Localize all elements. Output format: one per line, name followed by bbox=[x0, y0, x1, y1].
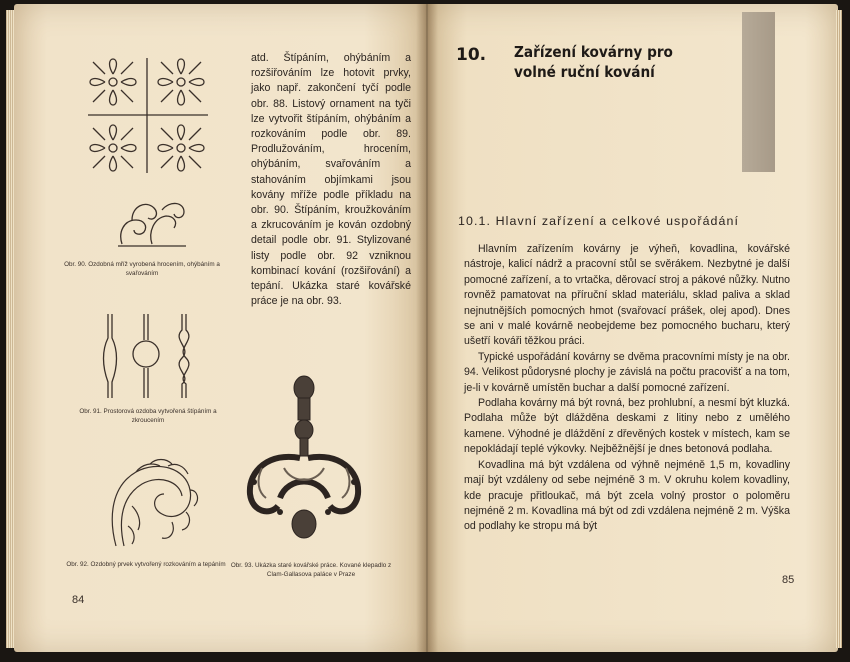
left-body-text bbox=[251, 51, 411, 309]
figure-90-detail bbox=[114, 196, 190, 250]
figure-90-grille bbox=[78, 48, 218, 183]
page-edge-right bbox=[836, 10, 842, 648]
book-spread bbox=[6, 4, 842, 654]
figure-93-door-knocker bbox=[240, 372, 368, 552]
right-paragraph: Typické uspořádání kovárny se dvěma pracovními místy je na obr. 94. Velikost půdorysné plochy je závislá na počtu pracovišť a na tom, je-li v kovárně umístěn buchar a další pomocné zařízení. bbox=[464, 350, 790, 394]
figure-92-scroll bbox=[102, 456, 202, 548]
page-number-right: 85 bbox=[782, 574, 795, 586]
right-paragraph: Kovadlina má být vzdálena od výhně nejméně 1,5 m, kovadliny mají být vzdáleny od sebe nejméně 3 m. V okruhu kolem kovadliny, kde pracuje přitloukač, má být zcela volný prostor o poloměru nejméně 2 m. Kovadlina má být od zdi vzdálena nejméně 2 m. Výška od podlahy ke stropu má být bbox=[464, 458, 790, 533]
right-body-text bbox=[464, 242, 790, 535]
caption-fig-90: Obr. 90. Ozdobná mříž vyrobená hrocením, ohýbáním a svařováním bbox=[64, 261, 220, 277]
page-number-left: 84 bbox=[72, 594, 85, 606]
caption-fig-91: Obr. 91. Prostorová ozdoba vytvořená štípáním a zkroucením bbox=[79, 408, 217, 424]
chapter-title: Zařízení kovárny pro volné ruční kování bbox=[514, 43, 673, 81]
left-paragraph: atd. Štípáním, ohýbáním a rozšiřováním lze hotovit prvky, jako např. zakončení tyčí podle obr. 88. Listový ornament na tyči lze vytvořit štípáním, ohýbáním a rozkováním podle obr. 89. Prodlužováním, hrocením, ohýbáním, svařováním a stahováním objímkami jsou kovány mříže podle příkladu na obr. 90. Štípáním, kroužkováním a zkrucováním je kován ozdobný detail podle obr. 91. Stylizované listy podle obr. 92 vzniknou kombinací kování (rozšiřování) a tepání. Ukázka staré kovářské práce je na obr. 93. bbox=[251, 52, 411, 308]
right-paragraph: Hlavním zařízením kovárny je výheň, kovadlina, kovářské nástroje, kalicí nádrž a pracovní stůl se svěrákem. Nezbytné je další pomocné zařízení, a to vrtačka, děrovací stroj a pákové nůžky. Nutno rovněž pamatovat na příruční sklad materiálu, sklad paliva a sklad nejnutnějších pomocných hmot (svařovací prášek, olej apod). Dnes se ani v malé kovárně neobejdeme bez pomocného bucharu, který ušetří kováři těžkou práci. bbox=[464, 243, 790, 348]
figure-91-bars bbox=[96, 310, 202, 400]
section-heading: 10.1. Hlavní zařízení a celkové uspořádání bbox=[458, 214, 740, 228]
right-paragraph: Podlaha kovárny má být rovná, bez prohlubní, a nesmí být kluzká. Podlaha může být dlážděna deskami z litiny nebo z umělého kamene. Výhodné je dláždění z dřevěných kostek v místech, kam se nepokládají teplé výkovky. Nejběžnější je dnes betonová podlaha. bbox=[464, 397, 790, 456]
book-gutter bbox=[416, 4, 438, 652]
caption-fig-93: Obr. 93. Ukázka staré kovářské práce. Kované klepadlo z Clam-Gallasova paláce v Praze bbox=[230, 562, 392, 578]
left-page bbox=[14, 4, 426, 652]
chapter-number: 10. bbox=[456, 45, 487, 65]
caption-fig-92: Obr. 92. Ozdobný prvek vytvořený rozkováním a tepáním bbox=[66, 561, 226, 568]
chapter-thumb-tab bbox=[742, 12, 775, 172]
